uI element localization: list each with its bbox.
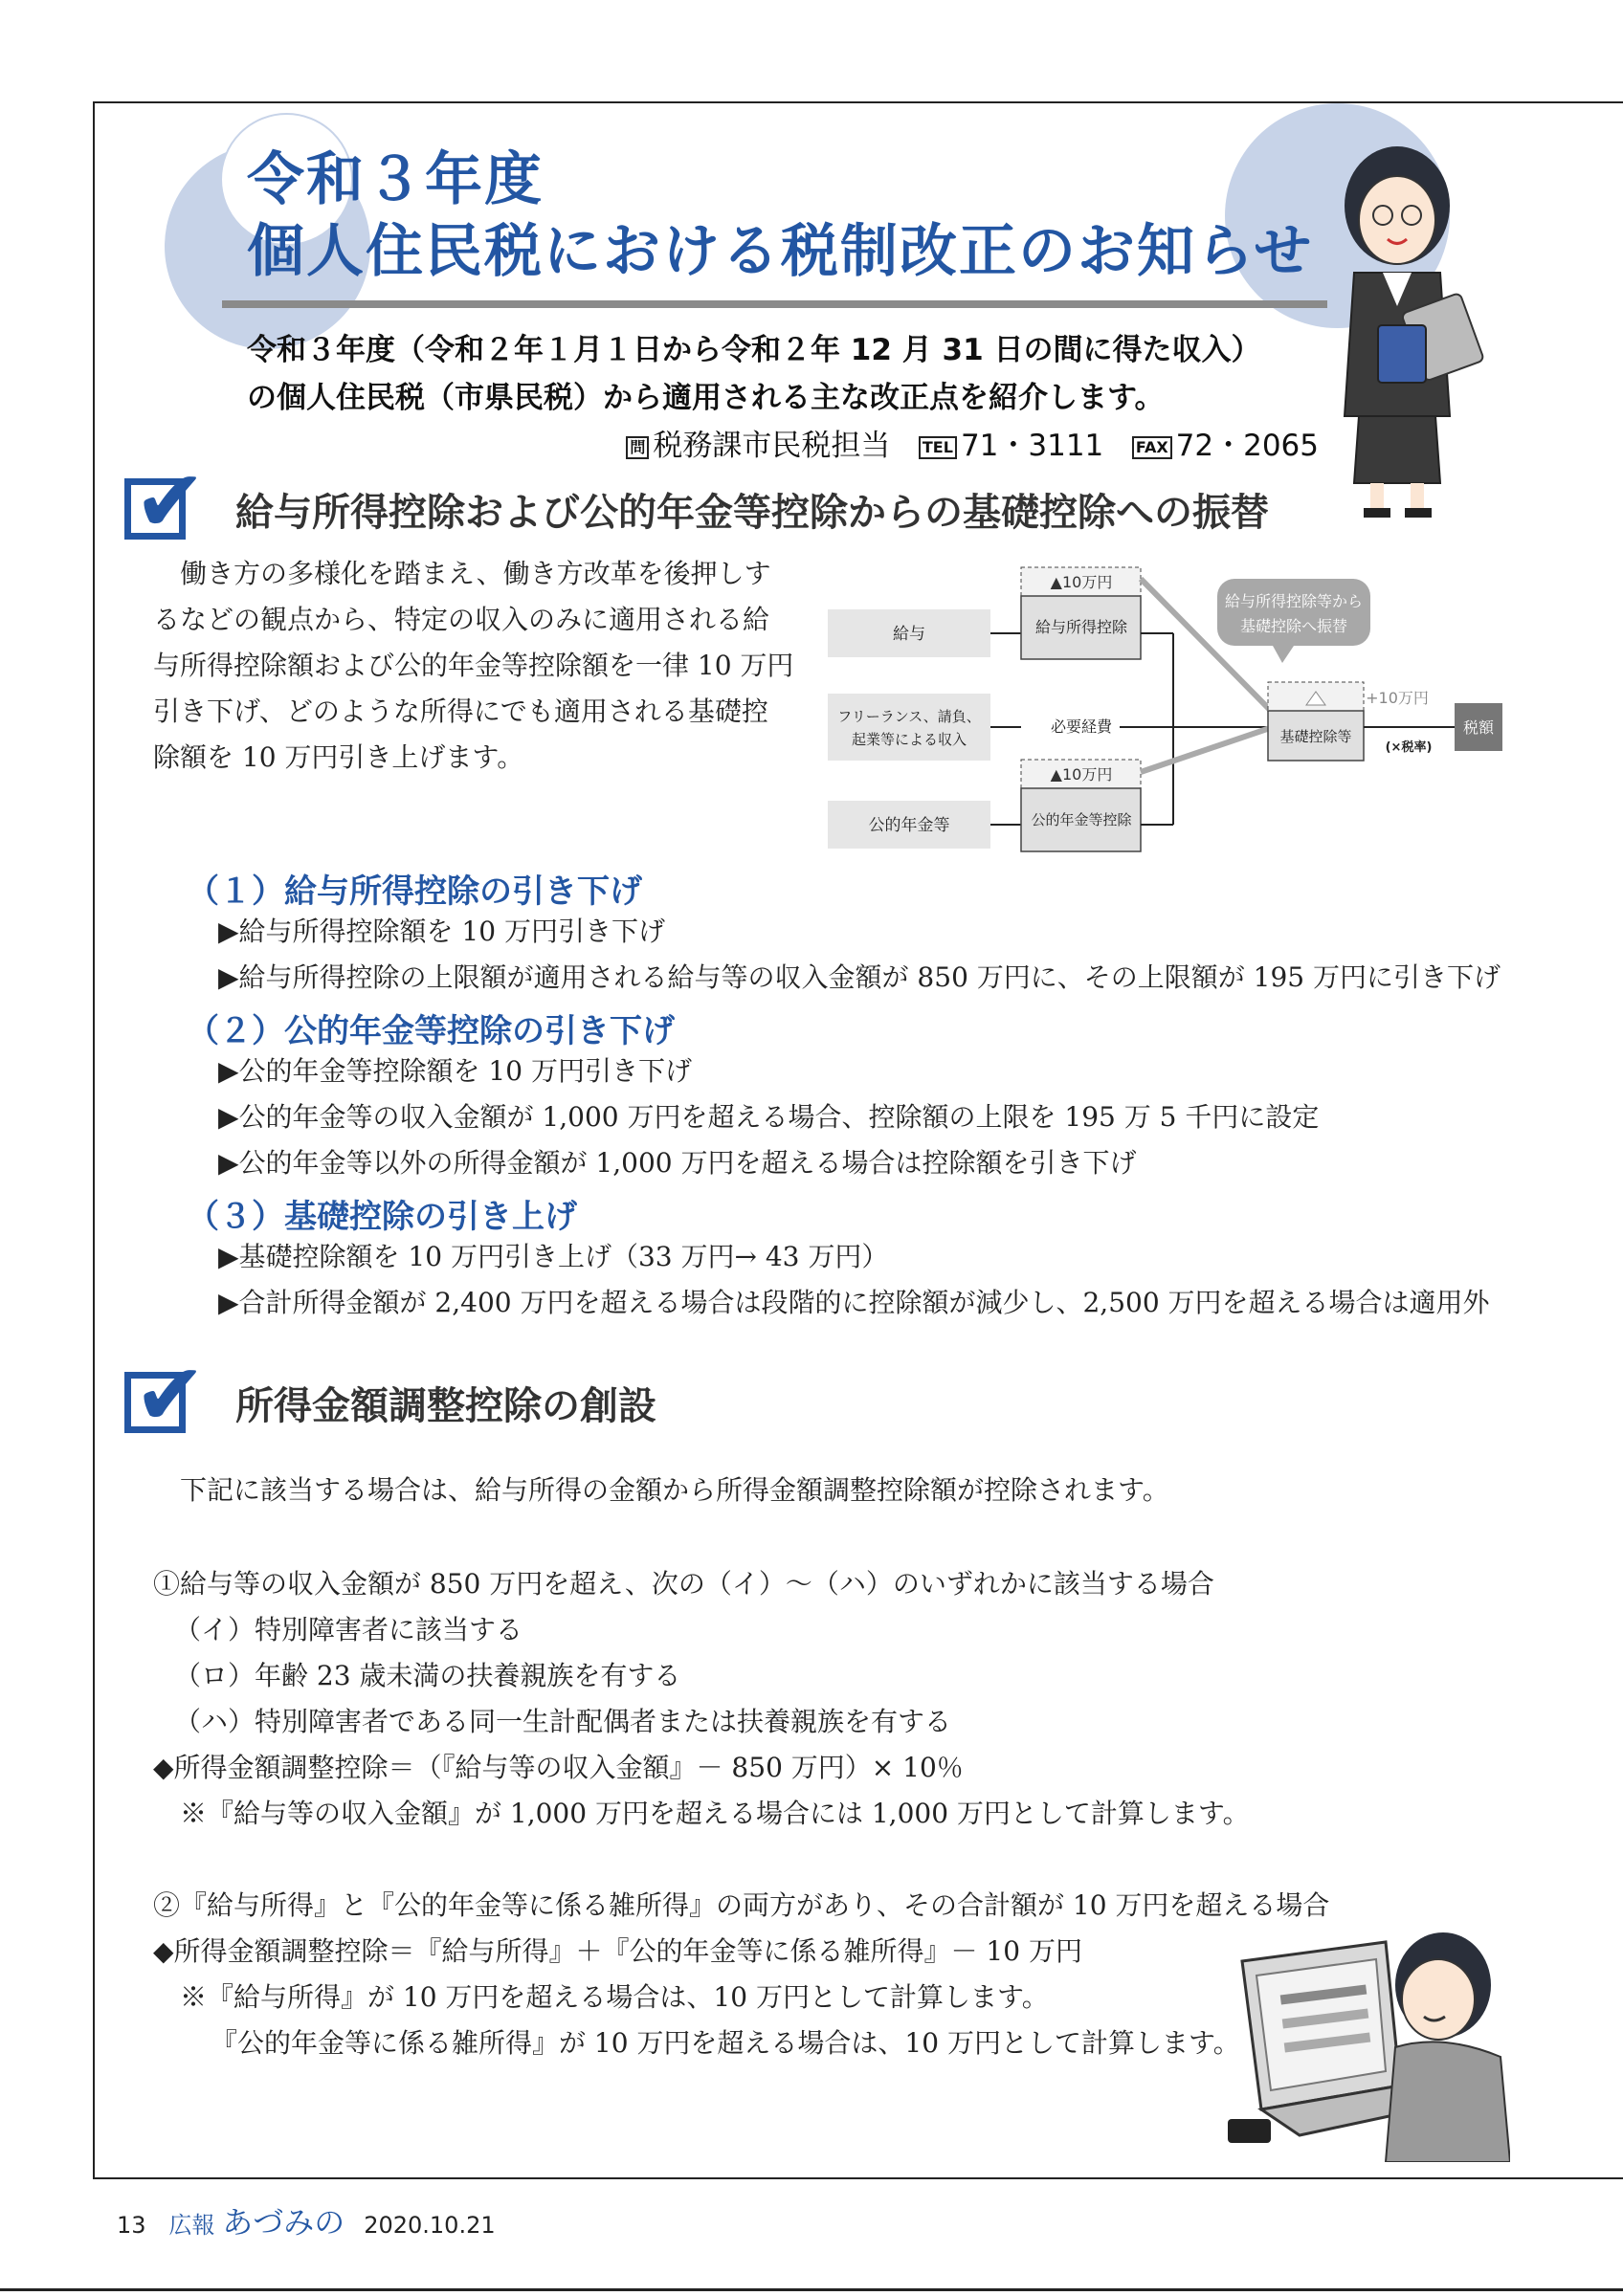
footer-brand — [168, 2204, 345, 2241]
checkmark-icon: ✔ — [134, 1345, 207, 1446]
sub3-item: ▶合計所得金額が 2,400 万円を超える場合は段階的に控除額が減少し、2,500 万円を超える場合は適用外 — [218, 1287, 1490, 1318]
income-pension-label: 公的年金等 — [868, 816, 950, 835]
transfer-bubble — [1217, 579, 1370, 646]
paragraph-line: 働き方の多様化を踏まえ、働き方改革を後押しす — [153, 558, 771, 589]
checkmark-icon: ✔ — [134, 452, 207, 552]
section1-paragraph — [153, 551, 793, 781]
issue-date: 2020.10.21 — [364, 2212, 496, 2239]
income-freelance-label-2: 起業等による収入 — [851, 731, 967, 748]
section2-title: 所得金額調整控除の創設 — [235, 1384, 656, 1428]
title-underline — [222, 300, 1327, 308]
section1-title: 給与所得控除および公的年金等控除からの基礎控除への振替 — [235, 491, 1269, 535]
tel-badge: TEL — [919, 436, 957, 459]
minus-top-label: ▲10万円 — [1050, 573, 1113, 591]
minus-bottom-label: ▲10万円 — [1050, 765, 1113, 784]
case2-heading: ②『給与所得』と『公的年金等に係る雑所得』の両方があり、その合計額が 10 万円を超える場合 — [153, 1889, 1330, 1921]
sub2-item: ▶公的年金等以外の所得金額が 1,000 万円を超える場合は控除額を引き下げ — [218, 1147, 1137, 1179]
page-number: 13 — [117, 2212, 146, 2239]
case1-item-ro: （ロ）年齢 23 歳未満の扶養親族を有する — [174, 1660, 681, 1691]
case2-formula: ◆所得金額調整控除＝『給与所得』＋『公的年金等に係る雑所得』－ 10 万円 — [153, 1935, 1082, 1967]
tel-number: 71・3111 — [960, 429, 1104, 463]
paragraph-line: 除額を 10 万円引き上げます。 — [153, 741, 524, 773]
deduct-pension-label: 公的年金等控除 — [1031, 811, 1132, 828]
deduct-expense-label: 必要経費 — [1050, 718, 1113, 736]
fax-badge: FAX — [1132, 436, 1172, 459]
footer — [117, 2198, 496, 2242]
contact-dept: 税務課市民税担当 — [653, 429, 891, 463]
rate-label: (×税率) — [1385, 740, 1433, 755]
section2-lead: 下記に該当する場合は、給与所得の金額から所得金額調整控除額が控除されます。 — [180, 1474, 1169, 1506]
sub2-heading: （２）公的年金等控除の引き下げ — [187, 1012, 675, 1050]
paragraph-line: 引き下げ、どのような所得にでも適用される基礎控 — [153, 695, 768, 727]
tax-label: 税額 — [1462, 718, 1495, 737]
contact-info — [626, 421, 1319, 464]
inquiry-badge: 問 — [626, 436, 649, 459]
intro-line-1: 令和３年度（令和２年１月１日から令和２年 12 月 31 日の間に得た収入） — [247, 333, 1261, 367]
paragraph-line: 与所得控除額および公的年金等控除額を一律 10 万円 — [153, 650, 794, 681]
bottom-rule — [0, 2288, 1623, 2291]
sub2-item: ▶公的年金等控除額を 10 万円引き下げ — [218, 1055, 692, 1087]
person-laptop-illustration — [1223, 1923, 1510, 2162]
sub3-item: ▶基礎控除額を 10 万円引き上げ（33 万円→ 43 万円） — [218, 1241, 889, 1272]
sub1-item: ▶給与所得控除額を 10 万円引き下げ — [218, 916, 665, 947]
case2-note-2: 『公的年金等に係る雑所得』が 10 万円を超える場合は、10 万円として計算します。 — [211, 2027, 1240, 2059]
income-freelance-label-1: フリーランス、請負、 — [837, 708, 981, 725]
deduct-salary-label: 給与所得控除 — [1034, 618, 1128, 636]
transfer-bubble-label-2: 基礎控除へ振替 — [1239, 617, 1348, 635]
case1-item-ha: （ハ）特別障害者である同一生計配偶者または扶養親族を有する — [174, 1706, 952, 1737]
case1-note: ※『給与等の収入金額』が 1,000 万円を超える場合には 1,000 万円として計算します。 — [180, 1798, 1250, 1829]
sub1-item: ▶給与所得控除の上限額が適用される給与等の収入金額が 850 万円に、その上限額が 195 万円に引き下げ — [218, 961, 1501, 993]
fax-number: 72・2065 — [1175, 429, 1319, 463]
title-line-1: 令和３年度 — [247, 146, 544, 213]
income-freelance-box — [828, 694, 990, 761]
case1-heading: ①給与等の収入金額が 850 万円を超え、次の（イ）～（ハ）のいずれかに該当する場合 — [153, 1568, 1214, 1600]
paragraph-line: るなどの観点から、特定の収入のみに適用される給 — [153, 604, 770, 635]
deduction-diagram — [823, 560, 1512, 866]
brand-name: あづみの — [222, 2204, 345, 2241]
brand-prefix: 広報 — [168, 2212, 215, 2239]
income-salary-label: 給与 — [893, 625, 925, 644]
transfer-bubble-label-1: 給与所得控除等から — [1224, 592, 1364, 610]
plus-label: +10万円 — [1366, 689, 1429, 707]
intro-line-2: の個人住民税（市県民税）から適用される主な改正点を紹介します。 — [247, 381, 1165, 415]
case1-formula: ◆所得金額調整控除＝（『給与等の収入金額』－ 850 万円）× 10％ — [153, 1752, 964, 1783]
woman-calculator-illustration — [1330, 139, 1502, 521]
case1-item-i: （イ）特別障害者に該当する — [174, 1614, 523, 1645]
sub1-heading: （１）給与所得控除の引き下げ — [187, 872, 642, 911]
basic-deduction-label: 基礎控除等 — [1279, 728, 1352, 745]
case2-note-1: ※『給与所得』が 10 万円を超える場合は、10 万円として計算します。 — [180, 1981, 1049, 2013]
title-line-2: 個人住民税における税制改正のお知らせ — [247, 218, 1314, 285]
sub2-item: ▶公的年金等の収入金額が 1,000 万円を超える場合、控除額の上限を 195 万 5 千円に設定 — [218, 1101, 1320, 1133]
sub3-heading: （３）基礎控除の引き上げ — [187, 1198, 577, 1236]
